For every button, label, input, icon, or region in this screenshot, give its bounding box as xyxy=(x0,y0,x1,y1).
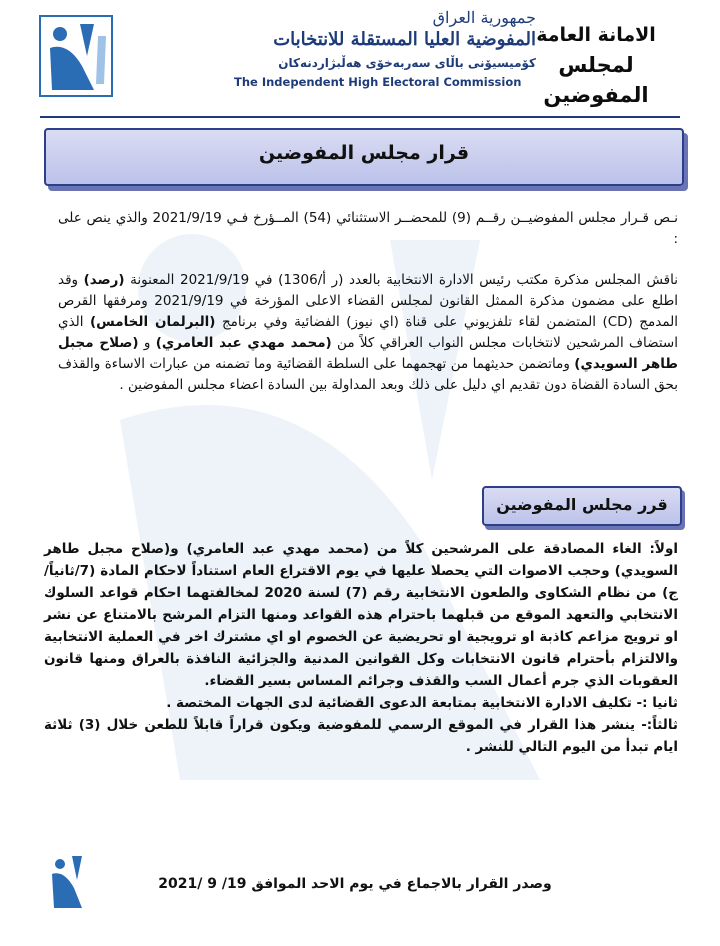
secretariat-line2: لمجلس المفوضين xyxy=(543,53,649,107)
discussion-text-2: وقد اطلع على مضمون مذكرة الممثل القانون لمجلس القضاء الاعلى المؤرخة في 2021/9/19 ومرفقها القرص المدمج (CD) المتضمن لقاء تلفزيوني على قناة (اي نيوز) الفضائية وفي برنامج xyxy=(58,272,678,330)
discussion-text-1: ناقش المجلس مذكرة مكتب رئيس الادارة الانتخابية بالعدد (ر أ/1306) في 2021/9/19 المعنونة xyxy=(124,272,678,288)
org-arabic-name: المفوضية العليا المستقلة للانتخابات xyxy=(273,29,536,50)
discussion-bold-3: (محمد مهدي عبد العامري) xyxy=(155,335,332,351)
discussion-text-5: وماتضمن حديثهما من تهجمهما على السلطة القضائية وما تضمنه من عبارات الاساءة والقذف بحق السادة القضاة دون تقديم اي دليل على ذلك وبعد المداولة بين السادة اعضاء مجلس المفوضين . xyxy=(58,356,678,393)
decision-title-banner xyxy=(44,128,684,186)
letterhead xyxy=(38,8,684,116)
discussion-bold-2: (البرلمان الخامس) xyxy=(90,314,216,330)
discussion-text-4: و xyxy=(138,335,156,351)
ihec-logo-icon xyxy=(38,14,114,98)
decisions-list xyxy=(44,538,678,758)
decision-title: قرار مجلس المفوضين xyxy=(258,142,470,164)
secretariat-line1: الامانة العامة xyxy=(536,24,656,46)
decision-item-3: ثالثاً:- ينشر هذا القرار في الموقع الرسمي للمفوضية ويكون قراراً قابلاً للطعن خلال (3) ثلاثة ايام تبدأ من اليوم التالي للنشر . xyxy=(44,717,678,755)
discussion-paragraph xyxy=(58,270,678,396)
resolution-banner xyxy=(482,486,682,526)
decision-item-1: اولاً: الغاء المصادقة على المرشحين كلاً من (محمد مهدي عبد العامري) و(صلاح مجبل طاهر السويدي) وحجب الاصوات التي يحصلا عليها في يوم الاقتراع العام استناداً لاحكام المادة (7/ثانياً/ج) من نظام الشكاوى والطعون الانتخابية رقم (7) لسنة 2020 لمخالفتهما احكام قواعد السلوك الانتخابي والتعهد الموقع من قبلهما باحترام هذه القواعد ومنها التزام المرشح بالامتناع عن نشر او ترويج مزاعم كاذبة او ترويجية او تحريضية عن الخصوم او اي مشترك اخر في العملية الانتخابية والالتزام بأحترام قانون الانتخابات وكل القوانين المدنية والجزائية النافذة بالعراق ومنها قانون العقوبات الذي جرم أعمال السب والقذف وجرائم المساس بسير القضاء. xyxy=(44,541,678,689)
ihec-small-logo-icon xyxy=(46,852,90,914)
org-country: جمهورية العراق xyxy=(432,8,536,27)
discussion-text-3: الذي استضاف المرشحين لانتخابات مجلس النواب العراقي كلاً من xyxy=(58,314,678,351)
org-kurdish-name: كۆمیسیۆنی باڵای سەربەخۆی هەڵبژاردنەکان xyxy=(278,56,536,70)
discussion-bold-1: (رصد) xyxy=(83,272,125,288)
header-divider xyxy=(40,116,680,118)
discussion-bold-4: (صلاح مجبل طاهر السويدي) xyxy=(58,335,678,372)
secretariat-title xyxy=(516,20,676,110)
organization-name xyxy=(206,8,536,90)
issuance-statement: وصدر القرار بالاجماع في يوم الاحد الموافق 19/ 9 /2021 xyxy=(158,876,552,892)
resolution-title: قرر مجلس المفوضين xyxy=(496,495,668,514)
decision-item-2: ثانيا :- تكليف الادارة الانتخابية بمتابعة الدعوى القضائية لدى الجهات المختصة . xyxy=(166,695,678,711)
org-english-name: The Independent High Electoral Commission xyxy=(234,75,522,89)
intro-paragraph: نـص قـرار مجلس المفوضيــن رقــم (9) للمحضــر الاستثنائي (54) المــؤرخ فـي 2021/9/19 والذي ينص على : xyxy=(58,210,679,247)
